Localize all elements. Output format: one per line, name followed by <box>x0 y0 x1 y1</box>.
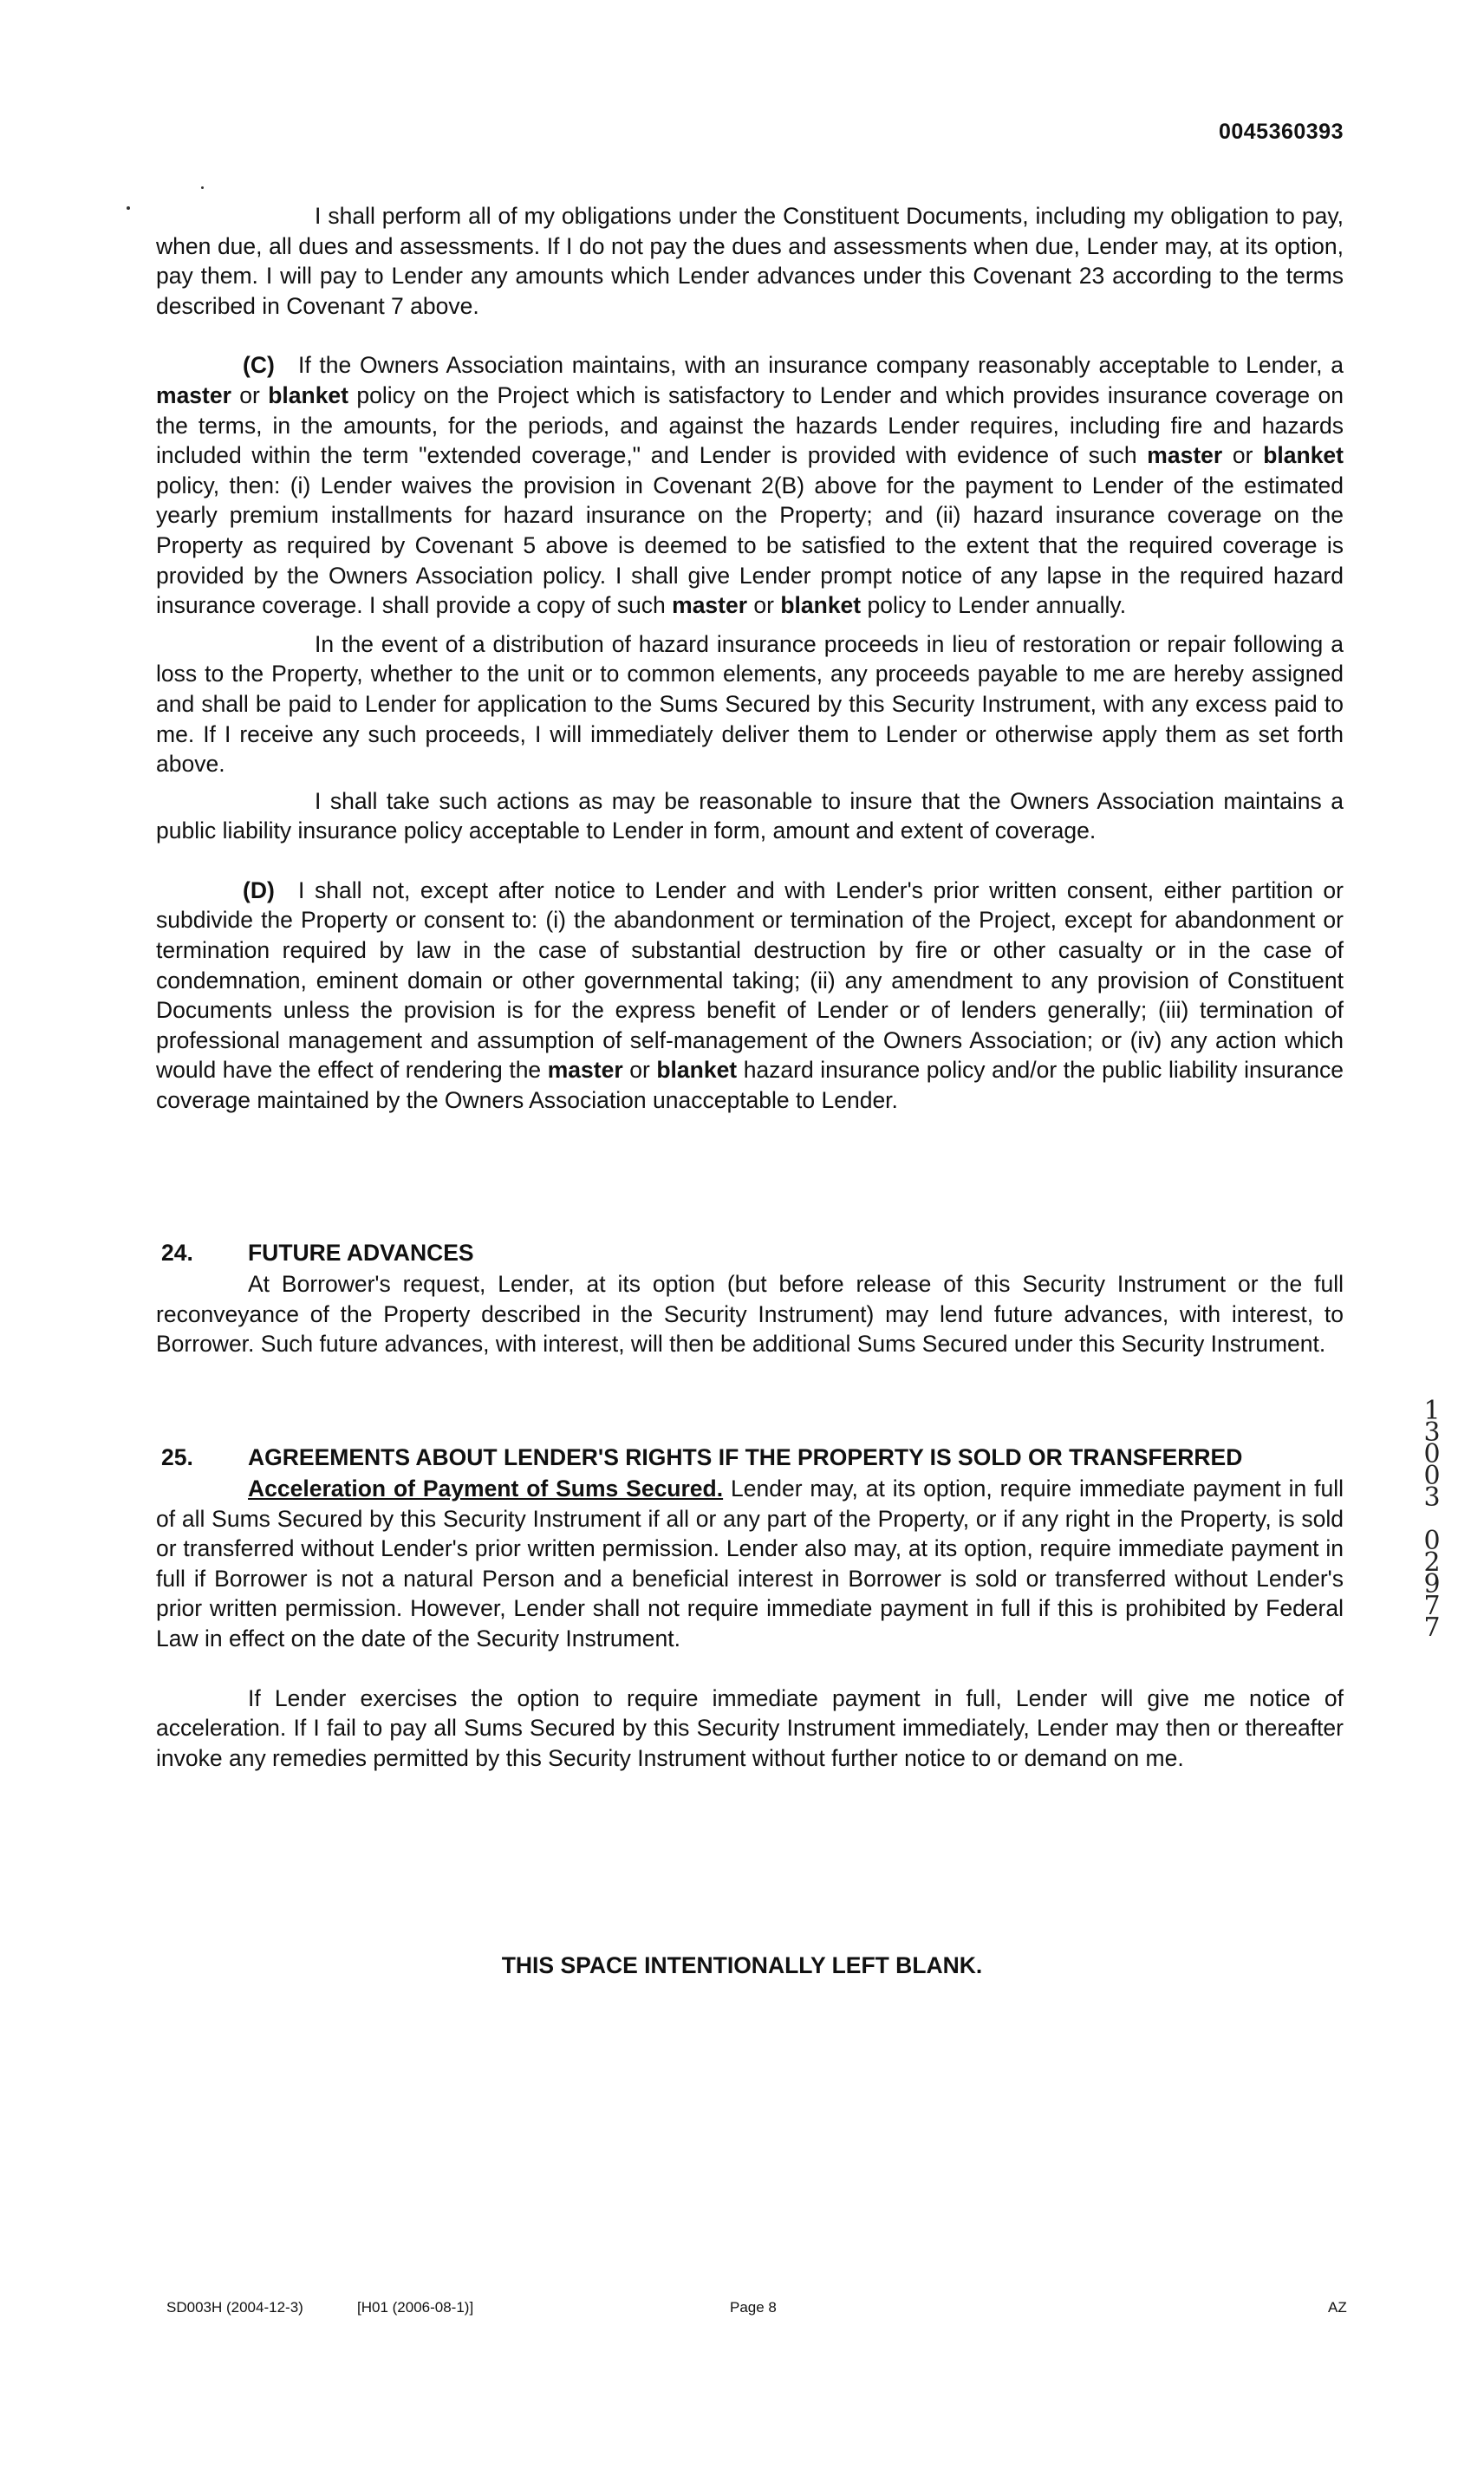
paragraph-d: (D) I shall not, except after notice to Lender and with Lender's prior written consent, either partition or subdivide the Property or consent to: (i) the abandonment or termination of the Project, except for abandonment or termination required by law in the case of substantial destruction by fire or other casualty or in the case of condemnation, eminent domain or other governmental taking; (ii) any amendment to any provision of Constituent Documents unless the provision is for the express benefit of Lender or of lenders generally; (iii) termination of professional management and assumption of self-management of the Owners Association; or (iv) any action which would have the effect of rendering the master or blanket hazard insurance policy and/or the public liability insurance coverage maintained by the Owners Association unacceptable to Lender. <box>156 876 1344 1114</box>
footer-page-number: Page 8 <box>730 2299 777 2316</box>
scan-speck <box>201 186 204 189</box>
paragraph-public-liability: I shall take such actions as may be reasonable to insure that the Owners Association maintains a public liability insurance policy acceptable to Lender in form, amount and extent of coverage. <box>156 787 1344 844</box>
section-24-heading <box>161 1240 474 1267</box>
footer-form-version: [H01 (2006-08-1)] <box>357 2299 474 2316</box>
paragraph-d-label: (D) <box>243 876 275 903</box>
section-23-continued <box>156 201 1344 1116</box>
blank-space-notice: THIS SPACE INTENTIONALLY LEFT BLANK. <box>501 1952 983 1978</box>
section-25-title: AGREEMENTS ABOUT LENDER'S RIGHTS IF THE PROPERTY IS SOLD OR TRANSFERRED <box>248 1444 1243 1470</box>
section-25-body <box>156 1474 1344 1773</box>
section-25-acceleration: Acceleration of Payment of Sums Secured. Lender may, at its option, require immediate payment in full of all Sums Secured by this Security Instrument if all or any part of the Property, or if any right in the Property, is sold or transferred without Lender's prior written permission. Lender also may, at its option, require immediate payment in full if Borrower is not a natural Person and a beneficial interest in Borrower is sold or transferred without Lender's prior written permission. However, Lender shall not require immediate payment in full if this is prohibited by Federal Law in effect on the date of the Security Instrument. <box>156 1476 1344 1651</box>
footer-state: AZ <box>1328 2299 1347 2316</box>
section-24-title: FUTURE ADVANCES <box>248 1240 474 1266</box>
recording-number-stamp: 1 3 0 0 3 0 2 9 7 7 <box>1423 1396 1441 1643</box>
section-24-body <box>156 1269 1344 1359</box>
paragraph-obligations: I shall perform all of my obligations under the Constituent Documents, including my obligation to pay, when due, all dues and assessments. If I do not pay the dues and assessments when due, Lender may, at its option, pay them. I will pay to Lender any amounts which Lender advances under this Covenant 23 according to the terms described in Covenant 7 above. <box>156 203 1344 319</box>
section-25-notice: If Lender exercises the option to require immediate payment in full, Lender will give me notice of acceleration. If I fail to pay all Sums Secured by this Security Instrument immediately, Lender may then or thereafter invoke any remedies permitted by this Security Instrument without further notice to or demand on me. <box>156 1684 1344 1771</box>
section-24-text: At Borrower's request, Lender, at its option (but before release of this Security Instrument or the full reconveyance of the Property described in the Security Instrument) may lend future advances, with interest, to Borrower. Such future advances, with interest, will then be additional Sums Secured under this Security Instrument. <box>156 1271 1344 1358</box>
section-24-number: 24. <box>161 1240 193 1266</box>
paragraph-c: (C) If the Owners Association maintains, with an insurance company reasonably acceptable to Lender, a master or blanket policy on the Project which is satisfactory to Lender and which provides insurance coverage on the terms, in the amounts, for the periods, and against the hazards Lender requires, including fire and hazards included within the term "extended coverage," and Lender is provided with evidence of such master or blanket policy, then: (i) Lender waives the provision in Covenant 2(B) above for the payment to Lender of the estimated yearly premium installments for hazard insurance on the Property; and (ii) hazard insurance coverage on the Property as required by Covenant 5 above is deemed to be satisfied to the extent that the required coverage is provided by the Owners Association policy. I shall give Lender prompt notice of any lapse in the required hazard insurance coverage. I shall provide a copy of such master or blanket policy to Lender annually. <box>156 352 1344 619</box>
section-25-number: 25. <box>161 1444 193 1470</box>
acceleration-subhead: Acceleration of Payment of Sums Secured. <box>248 1476 724 1502</box>
section-25-heading <box>161 1444 1242 1471</box>
paragraph-c-label: (C) <box>243 352 275 379</box>
scan-speck <box>127 206 130 210</box>
loan-number: 0045360393 <box>1218 120 1344 144</box>
footer-form-code: SD003H (2004-12-3) <box>166 2299 303 2316</box>
paragraph-insurance-proceeds: In the event of a distribution of hazard insurance proceeds in lieu of restoration or repair following a loss to the Property, whether to the unit or to common elements, any proceeds payable to me are hereby assigned and shall be paid to Lender for application to the Sums Secured by this Security Instrument, with any excess paid to me. If I receive any such proceeds, I will immediately deliver them to Lender or otherwise apply them as set forth above. <box>156 630 1344 778</box>
